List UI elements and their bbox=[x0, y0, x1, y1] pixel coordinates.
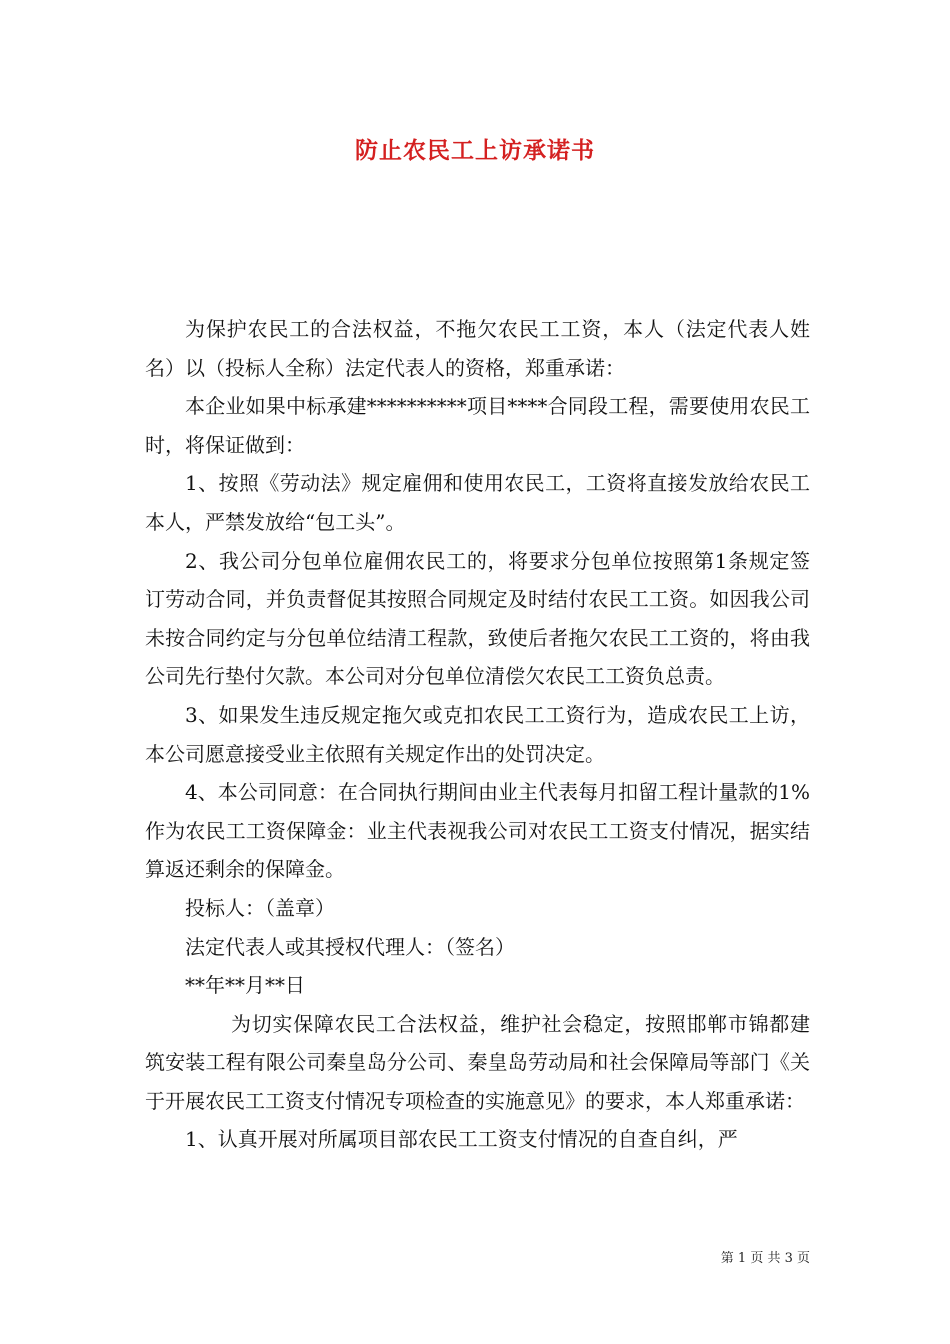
paragraph-item-1: 1、按照《劳动法》规定雇佣和使用农民工，工资将直接发放给农民工本人，严禁发放给“包工头”。 bbox=[145, 471, 810, 534]
paragraph-item-2: 2、我公司分包单位雇佣农民工的，将要求分包单位按照第1条规定签订劳动合同，并负责督促其按照合同规定及时结付农民工工资。如因我公司未按合同约定与分包单位结清工程款，致使后者拖欠农民工工资的，将由我公司先行垫付欠款。本公司对分包单位清偿欠农民工工资负总责。 bbox=[145, 548, 810, 689]
paragraph-intro: 为保护农民工的合法权益，不拖欠农民工工资，本人（法定代表人姓名）以（投标人全称）法定代表人的资格，郑重承诺： bbox=[145, 317, 810, 380]
document-body bbox=[145, 310, 810, 1159]
page-number-footer: 第 1 页 共 3 页 bbox=[720, 1251, 810, 1266]
signature-legal-rep: 法定代表人或其授权代理人：（签名） bbox=[185, 934, 515, 959]
paragraph-second-item-1: 1、认真开展对所属项目部农民工工资支付情况的自查自纠，严 bbox=[185, 1127, 738, 1152]
signature-date: **年**月**日 bbox=[185, 973, 305, 998]
document-title: 防止农民工上访承诺书 bbox=[355, 137, 595, 164]
paragraph-item-4: 4、本公司同意：在合同执行期间由业主代表每月扣留工程计量款的1%作为农民工工资保障金：业主代表视我公司对农民工工资支付情况，据实结算返还剩余的保障金。 bbox=[145, 780, 810, 882]
signature-bidder: 投标人：（盖章） bbox=[185, 895, 335, 920]
paragraph-project: 本企业如果中标承建**********项目****合同段工程，需要使用农民工时，将保证做到： bbox=[145, 394, 810, 457]
paragraph-item-3: 3、如果发生违反规定拖欠或克扣农民工工资行为，造成农民工上访，本公司愿意接受业主依照有关规定作出的处罚决定。 bbox=[145, 702, 810, 766]
paragraph-second-intro: 为切实保障农民工合法权益，维护社会稳定，按照邯郸市锦都建筑安装工程有限公司秦皇岛分公司、秦皇岛劳动局和社会保障局等部门《关于开展农民工工资支付情况专项检查的实施意见》的要求，本人郑重承诺： bbox=[145, 1011, 810, 1113]
